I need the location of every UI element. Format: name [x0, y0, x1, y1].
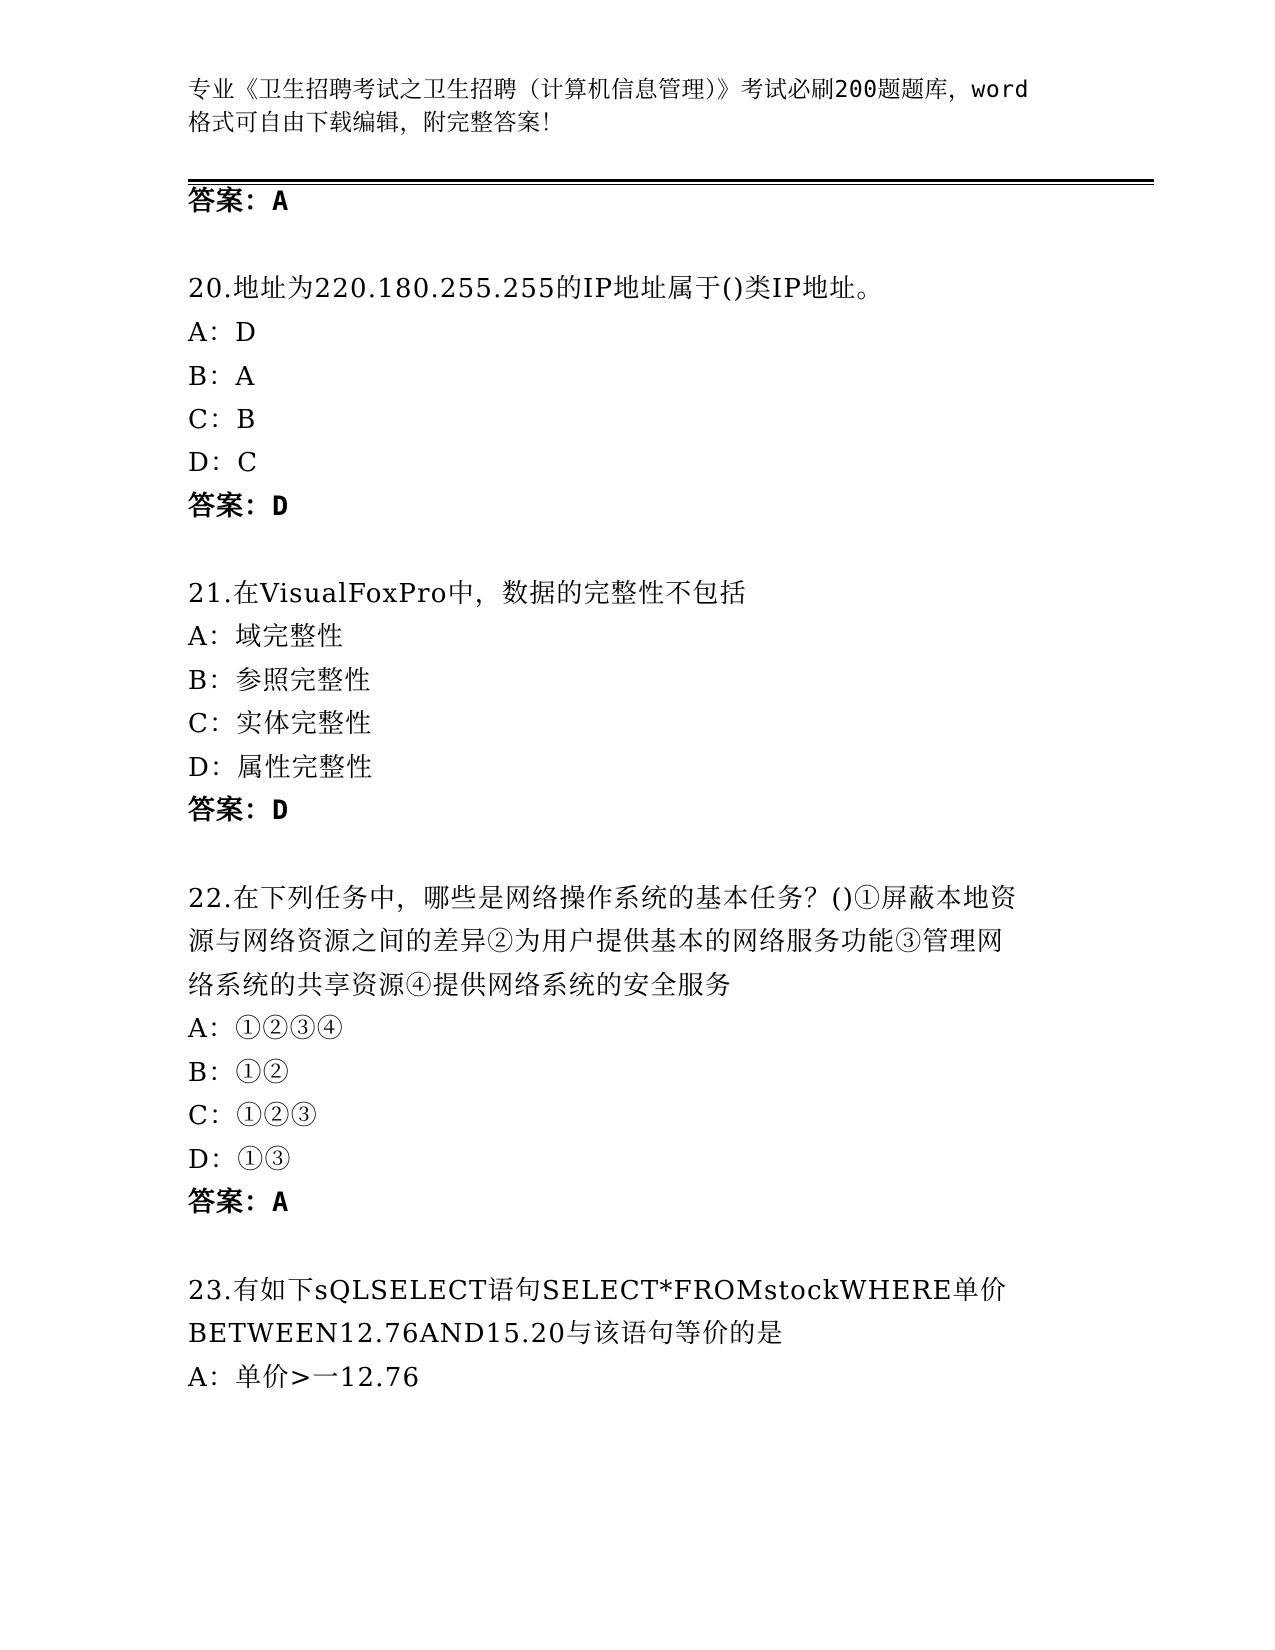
question-21-option-c: C：实体完整性 [188, 709, 373, 739]
question-22-text-line-1: 22.在下列任务中，哪些是网络操作系统的基本任务？()①屏蔽本地资 [188, 884, 1018, 914]
question-20-option-d: D：C [188, 448, 259, 478]
question-20-option-b: B：A [188, 362, 256, 392]
question-20-option-c: C：B [188, 405, 257, 435]
question-21-answer: 答案：D [188, 795, 290, 826]
question-20-text: 20.地址为220.180.255.255的IP地址属于()类IP地址。 [188, 274, 884, 304]
document-header [188, 74, 1088, 140]
question-22-option-c: C：①②③ [188, 1101, 318, 1131]
question-20-answer: 答案：D [188, 491, 290, 522]
question-22-text-line-2: 源与网络资源之间的差异②为用户提供基本的网络服务功能③管理网 [188, 927, 1005, 957]
previous-answer: 答案：A [188, 186, 290, 217]
question-20-option-a: A：D [188, 318, 258, 348]
question-22-text-line-3: 络系统的共享资源④提供网络系统的安全服务 [188, 971, 733, 1001]
header-line-1: 专业《卫生招聘考试之卫生招聘（计算机信息管理）》考试必刷200题题库，word [188, 77, 1029, 103]
question-23-option-a: A：单价>一12.76 [188, 1363, 421, 1393]
question-21-option-a: A：域完整性 [188, 622, 344, 652]
header-line-2: 格式可自由下载编辑，附完整答案！ [188, 110, 564, 136]
question-22-option-a: A：①②③④ [188, 1014, 344, 1044]
question-22-option-b: B：①② [188, 1058, 290, 1088]
question-23-text-line-1: 23.有如下sQLSELECT语句SELECT*FROMstockWHERE单价 [188, 1276, 1008, 1306]
question-21-option-d: D：属性完整性 [188, 753, 374, 783]
header-divider-thin [188, 184, 1154, 185]
question-22-answer: 答案：A [188, 1187, 290, 1218]
question-22-option-d: D：①③ [188, 1145, 292, 1175]
header-divider-thick [188, 179, 1154, 182]
question-21-option-b: B：参照完整性 [188, 666, 372, 696]
question-23-text-line-2: BETWEEN12.76AND15.20与该语句等价的是 [188, 1319, 784, 1349]
question-21-text: 21.在VisualFoxPro中，数据的完整性不包括 [188, 579, 747, 609]
